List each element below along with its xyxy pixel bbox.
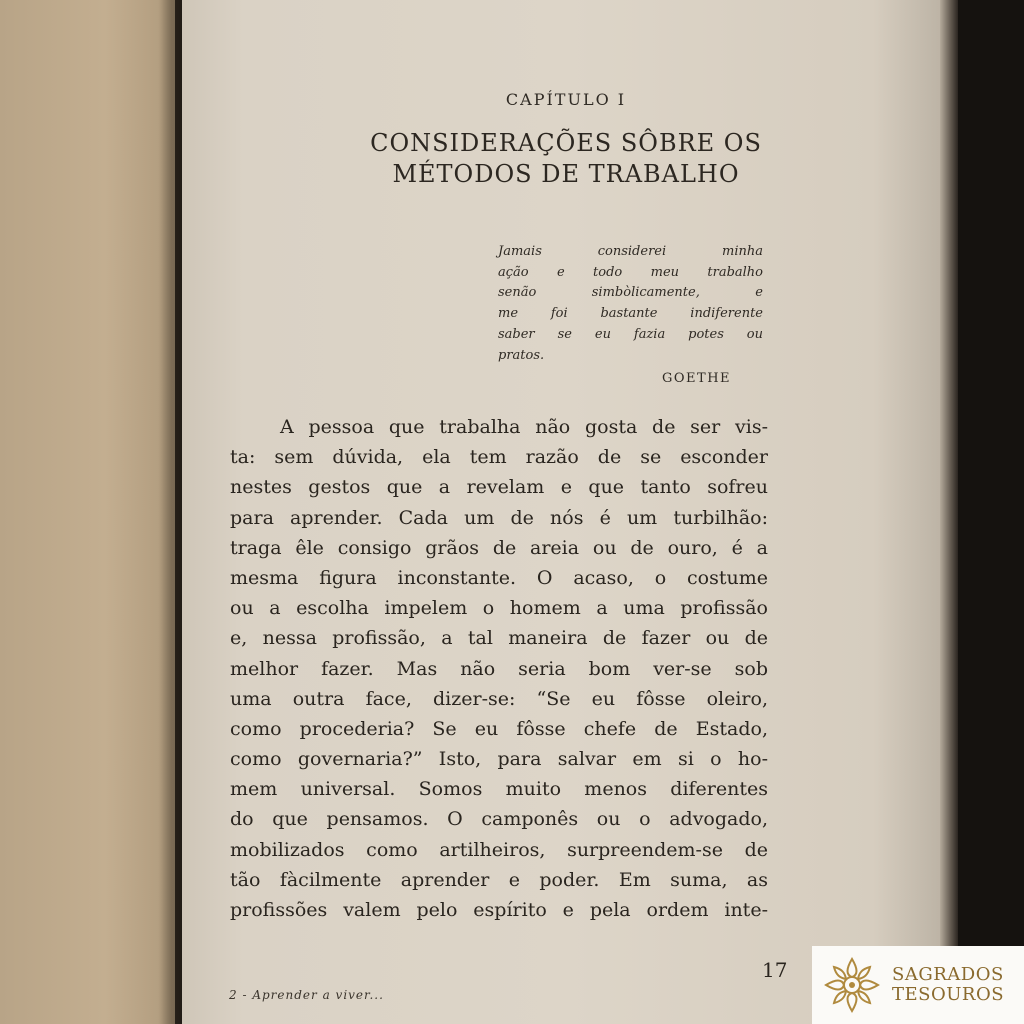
body-line: e, nessa profissão, a tal maneira de fazer ou de xyxy=(230,627,768,650)
body-line: uma outra face, dizer-se: “Se eu fôsse oleiro, xyxy=(230,687,768,710)
watermark xyxy=(812,946,1024,1024)
body-line: ou a escolha impelem o homem a uma profissão xyxy=(230,597,768,620)
body-line: mem universal. Somos muito menos diferentes xyxy=(230,778,768,801)
left-page xyxy=(0,0,175,1024)
body-line: traga êle consigo grãos de areia ou de ouro, é a xyxy=(230,536,768,559)
body-line: mobilizados como artilheiros, surpreendem-se de xyxy=(230,838,768,861)
right-page xyxy=(182,0,950,1024)
body-line: para aprender. Cada um de nós é um turbilhão: xyxy=(230,506,768,529)
watermark-line: SAGRADOS xyxy=(892,964,1004,985)
chapter-title-line: CONSIDERAÇÕES SÔBRE OS xyxy=(370,129,762,157)
page-edge xyxy=(940,0,958,1024)
body-line: mesma figura inconstante. O acaso, o costume xyxy=(230,566,768,589)
body-line: do que pensamos. O camponês ou o advogado, xyxy=(230,808,768,831)
epigraph-line: me foi bastante indiferente xyxy=(498,306,763,322)
page-number: 17 xyxy=(762,958,788,982)
body-line: A pessoa que trabalha não gosta de ser vis- xyxy=(280,416,768,438)
epigraph-line: ação e todo meu trabalho xyxy=(498,264,763,280)
epigraph-line: pratos. xyxy=(498,347,545,363)
watermark-brand xyxy=(892,965,1004,1005)
chapter-title xyxy=(182,128,950,190)
epigraph-line: Jamais considerei minha xyxy=(498,244,763,259)
body-paragraph xyxy=(230,412,768,925)
ornament-emblem-icon xyxy=(822,955,882,1015)
body-line: ta: sem dúvida, ela tem razão de se esconder xyxy=(230,446,768,469)
body-line: tão fàcilmente aprender e poder. Em suma, as xyxy=(230,868,768,891)
epigraph-author: GOETHE xyxy=(662,371,732,386)
body-line: profissões valem pelo espírito e pela ordem inte- xyxy=(230,899,768,921)
body-line: nestes gestos que a revelam e que tanto sofreu xyxy=(230,476,768,499)
watermark-line: TESOUROS xyxy=(892,984,1005,1005)
body-line: melhor fazer. Mas não seria bom ver-se sob xyxy=(230,657,768,680)
body-line: como governaria?” Isto, para salvar em si o ho- xyxy=(230,748,768,771)
chapter-label: CAPÍTULO I xyxy=(505,90,627,109)
epigraph xyxy=(498,242,763,366)
epigraph-line: saber se eu fazia potes ou xyxy=(498,326,763,342)
body-line: como procederia? Se eu fôsse chefe de Estado, xyxy=(230,717,768,740)
chapter-title-line: MÉTODOS DE TRABALHO xyxy=(392,160,740,188)
epigraph-line: senão simbòlicamente, e xyxy=(498,285,763,301)
footer-signature: 2 - Aprender a viver... xyxy=(229,988,384,1002)
